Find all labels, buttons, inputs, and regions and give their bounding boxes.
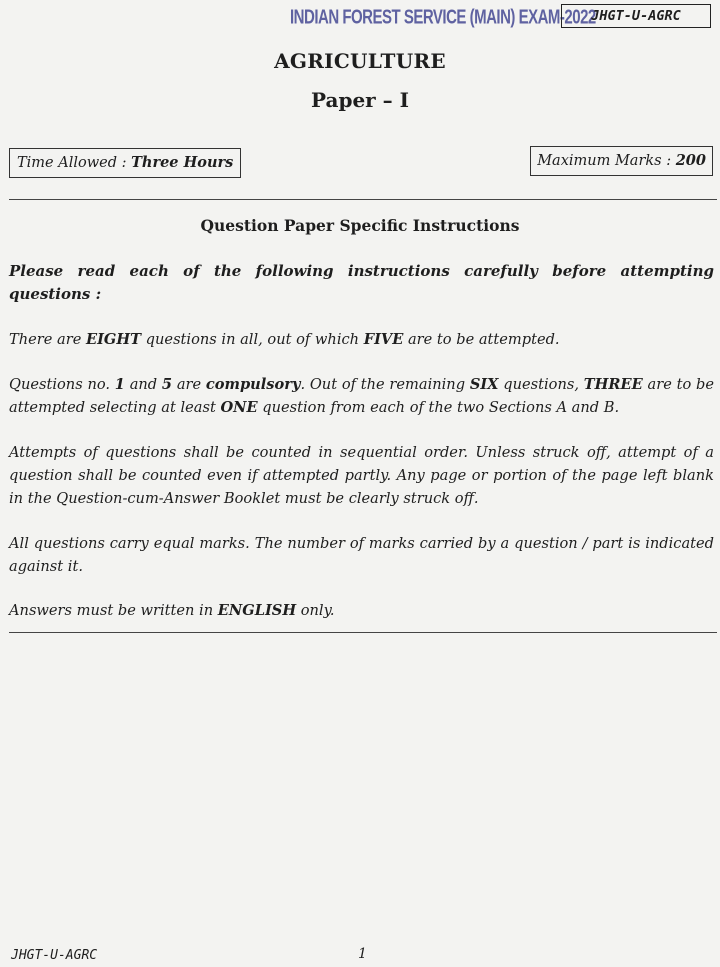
text-run: are to be attempted selecting at least: [9, 376, 714, 416]
instruction-equal-marks: All questions carry equal marks. The number of marks carried by a question / part is indicated against it.: [9, 535, 714, 575]
paper-number: Paper – I: [311, 88, 409, 112]
exam-stamp: INDIAN FOREST SERVICE (MAIN) EXAM-2022: [290, 6, 596, 29]
divider-top: [9, 199, 717, 200]
text-run-bold: 5: [161, 376, 173, 393]
text-run-bold: SIX: [469, 376, 499, 393]
maximum-marks-box: [530, 146, 713, 176]
maximum-marks-label: Maximum Marks :: [537, 153, 676, 169]
text-run: and: [124, 376, 162, 393]
text-run-bold: FIVE: [363, 331, 404, 348]
page-number: 1: [358, 946, 367, 962]
footer-paper-code: JHGT-U-AGRC: [11, 948, 98, 963]
divider-bottom: [9, 632, 717, 633]
subject-title: AGRICULTURE: [274, 49, 446, 73]
text-run: There are: [9, 331, 86, 348]
text-run: only.: [296, 602, 335, 619]
text-run: questions,: [498, 376, 584, 393]
time-allowed-box: [9, 148, 241, 178]
instructions-lead: Please read each of the following instructions carefully before attempting questions :: [9, 262, 714, 303]
text-run-bold: ONE: [220, 399, 258, 416]
instruction-compulsory: [9, 373, 714, 419]
text-run-bold: compulsory: [205, 376, 301, 393]
text-run-bold: ENGLISH: [217, 602, 297, 619]
instruction-language: [9, 599, 714, 622]
instruction-sequential-order: Attempts of questions shall be counted in sequential order. Unless struck off, attempt of a question shall be counted even if attempted partly. Any page or portion of the page left blank in the Question-cum-Answer Booklet must be clearly struck off.: [9, 444, 714, 507]
text-run: are: [172, 376, 206, 393]
time-allowed-value: Three Hours: [131, 154, 234, 171]
instructions-heading: Question Paper Specific Instructions: [200, 216, 520, 235]
instruction-question-count: [9, 328, 714, 351]
text-run-bold: THREE: [583, 376, 643, 393]
text-run: . Out of the remaining: [300, 376, 470, 393]
time-allowed-label: Time Allowed :: [17, 155, 132, 171]
text-run-bold: EIGHT: [85, 331, 142, 348]
text-run: Questions no.: [9, 376, 115, 393]
text-run: Answers must be written in: [9, 602, 218, 619]
text-run: questions in all, out of which: [141, 331, 364, 348]
text-run: question from each of the two Sections A and B.: [257, 399, 620, 416]
paper-code-box: JHGT-U-AGRC: [561, 4, 711, 28]
maximum-marks-value: 200: [675, 152, 706, 169]
text-run-bold: 1: [114, 376, 125, 393]
text-run: are to be attempted.: [403, 331, 560, 348]
